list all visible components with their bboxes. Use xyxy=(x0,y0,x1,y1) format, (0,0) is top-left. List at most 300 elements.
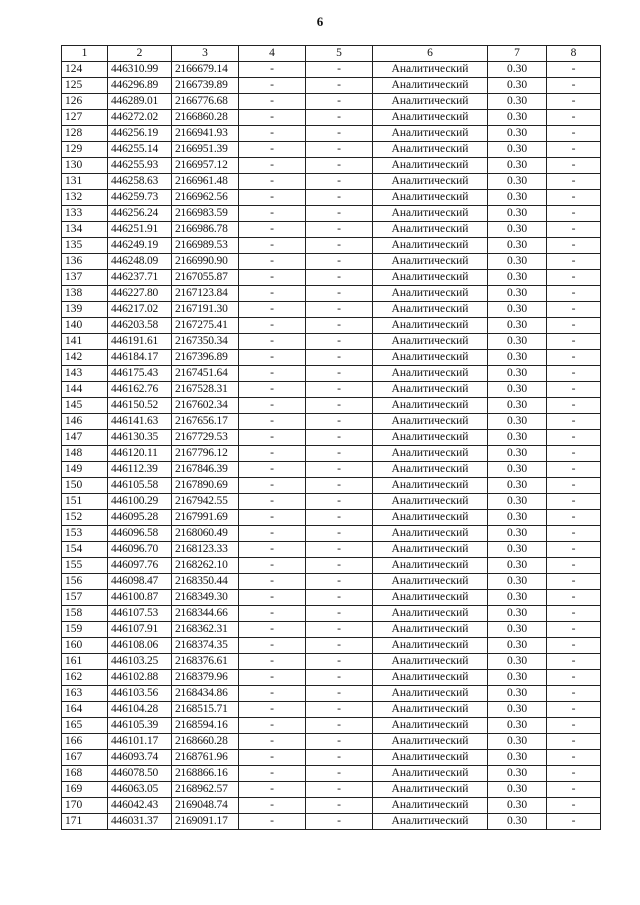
col8-cell: - xyxy=(547,190,601,206)
method-cell: Аналитический xyxy=(373,622,488,638)
col8-cell: - xyxy=(547,350,601,366)
x-coordinate-cell: 446272.02 xyxy=(108,110,172,126)
y-coordinate-cell: 2169048.74 xyxy=(172,798,239,814)
col5-cell: - xyxy=(306,494,373,510)
col5-cell: - xyxy=(306,302,373,318)
method-cell: Аналитический xyxy=(373,574,488,590)
table-row xyxy=(62,430,601,446)
table-row xyxy=(62,110,601,126)
col8-cell: - xyxy=(547,398,601,414)
col4-cell: - xyxy=(239,414,306,430)
accuracy-cell: 0.30 xyxy=(488,222,547,238)
col4-cell: - xyxy=(239,318,306,334)
point-number-cell: 139 xyxy=(62,302,108,318)
point-number-cell: 140 xyxy=(62,318,108,334)
table-row xyxy=(62,734,601,750)
method-cell: Аналитический xyxy=(373,174,488,190)
col8-cell: - xyxy=(547,686,601,702)
accuracy-cell: 0.30 xyxy=(488,782,547,798)
point-number-cell: 153 xyxy=(62,526,108,542)
table-row xyxy=(62,142,601,158)
col5-cell: - xyxy=(306,702,373,718)
y-coordinate-cell: 2168349.30 xyxy=(172,590,239,606)
accuracy-cell: 0.30 xyxy=(488,750,547,766)
col5-cell: - xyxy=(306,430,373,446)
y-coordinate-cell: 2166860.28 xyxy=(172,110,239,126)
col5-cell: - xyxy=(306,814,373,830)
point-number-cell: 163 xyxy=(62,686,108,702)
x-coordinate-cell: 446310.99 xyxy=(108,62,172,78)
col5-cell: - xyxy=(306,622,373,638)
y-coordinate-cell: 2167991.69 xyxy=(172,510,239,526)
y-coordinate-cell: 2169091.17 xyxy=(172,814,239,830)
col4-cell: - xyxy=(239,238,306,254)
col8-cell: - xyxy=(547,478,601,494)
col4-cell: - xyxy=(239,750,306,766)
col4-cell: - xyxy=(239,574,306,590)
x-coordinate-cell: 446098.47 xyxy=(108,574,172,590)
col5-cell: - xyxy=(306,350,373,366)
page-number: 6 xyxy=(316,14,324,29)
col8-cell: - xyxy=(547,558,601,574)
col4-cell: - xyxy=(239,606,306,622)
y-coordinate-cell: 2168660.28 xyxy=(172,734,239,750)
col4-cell: - xyxy=(239,590,306,606)
col4-cell: - xyxy=(239,734,306,750)
table-row xyxy=(62,606,601,622)
x-coordinate-cell: 446203.58 xyxy=(108,318,172,334)
col5-cell: - xyxy=(306,78,373,94)
accuracy-cell: 0.30 xyxy=(488,606,547,622)
table-row xyxy=(62,526,601,542)
col5-cell: - xyxy=(306,590,373,606)
col8-cell: - xyxy=(547,526,601,542)
x-coordinate-cell: 446255.93 xyxy=(108,158,172,174)
method-cell: Аналитический xyxy=(373,558,488,574)
col4-cell: - xyxy=(239,350,306,366)
col8-cell: - xyxy=(547,238,601,254)
method-cell: Аналитический xyxy=(373,350,488,366)
col5-cell: - xyxy=(306,318,373,334)
method-cell: Аналитический xyxy=(373,334,488,350)
accuracy-cell: 0.30 xyxy=(488,574,547,590)
method-cell: Аналитический xyxy=(373,718,488,734)
table-row xyxy=(62,446,601,462)
point-number-cell: 133 xyxy=(62,206,108,222)
col8-cell: - xyxy=(547,606,601,622)
col4-cell: - xyxy=(239,462,306,478)
point-number-cell: 146 xyxy=(62,414,108,430)
col5-cell: - xyxy=(306,286,373,302)
point-number-cell: 151 xyxy=(62,494,108,510)
col8-cell: - xyxy=(547,494,601,510)
x-coordinate-cell: 446096.70 xyxy=(108,542,172,558)
table-row xyxy=(62,654,601,670)
y-coordinate-cell: 2166986.78 xyxy=(172,222,239,238)
accuracy-cell: 0.30 xyxy=(488,382,547,398)
accuracy-cell: 0.30 xyxy=(488,414,547,430)
point-number-cell: 154 xyxy=(62,542,108,558)
y-coordinate-cell: 2167528.31 xyxy=(172,382,239,398)
point-number-cell: 155 xyxy=(62,558,108,574)
col8-cell: - xyxy=(547,734,601,750)
col8-cell: - xyxy=(547,654,601,670)
method-cell: Аналитический xyxy=(373,702,488,718)
table-row xyxy=(62,782,601,798)
col5-cell: - xyxy=(306,766,373,782)
table-row xyxy=(62,302,601,318)
table-row xyxy=(62,270,601,286)
table-body xyxy=(62,62,601,830)
point-number-cell: 126 xyxy=(62,94,108,110)
table-row xyxy=(62,286,601,302)
y-coordinate-cell: 2167846.39 xyxy=(172,462,239,478)
x-coordinate-cell: 446096.58 xyxy=(108,526,172,542)
point-number-cell: 160 xyxy=(62,638,108,654)
method-cell: Аналитический xyxy=(373,318,488,334)
col4-cell: - xyxy=(239,142,306,158)
table-row xyxy=(62,798,601,814)
col-header-4: 4 xyxy=(239,46,306,62)
y-coordinate-cell: 2167656.17 xyxy=(172,414,239,430)
col-header-6: 6 xyxy=(373,46,488,62)
accuracy-cell: 0.30 xyxy=(488,670,547,686)
x-coordinate-cell: 446108.06 xyxy=(108,638,172,654)
point-number-cell: 158 xyxy=(62,606,108,622)
col5-cell: - xyxy=(306,222,373,238)
method-cell: Аналитический xyxy=(373,366,488,382)
point-number-cell: 143 xyxy=(62,366,108,382)
col4-cell: - xyxy=(239,478,306,494)
y-coordinate-cell: 2167602.34 xyxy=(172,398,239,414)
accuracy-cell: 0.30 xyxy=(488,206,547,222)
method-cell: Аналитический xyxy=(373,462,488,478)
y-coordinate-cell: 2167890.69 xyxy=(172,478,239,494)
y-coordinate-cell: 2166957.12 xyxy=(172,158,239,174)
y-coordinate-cell: 2168262.10 xyxy=(172,558,239,574)
x-coordinate-cell: 446107.53 xyxy=(108,606,172,622)
col4-cell: - xyxy=(239,510,306,526)
col4-cell: - xyxy=(239,638,306,654)
y-coordinate-cell: 2168594.16 xyxy=(172,718,239,734)
point-number-cell: 138 xyxy=(62,286,108,302)
point-number-cell: 167 xyxy=(62,750,108,766)
x-coordinate-cell: 446100.87 xyxy=(108,590,172,606)
y-coordinate-cell: 2166941.93 xyxy=(172,126,239,142)
col5-cell: - xyxy=(306,62,373,78)
col8-cell: - xyxy=(547,142,601,158)
y-coordinate-cell: 2166679.14 xyxy=(172,62,239,78)
col5-cell: - xyxy=(306,734,373,750)
y-coordinate-cell: 2166962.56 xyxy=(172,190,239,206)
x-coordinate-cell: 446296.89 xyxy=(108,78,172,94)
point-number-cell: 135 xyxy=(62,238,108,254)
y-coordinate-cell: 2168362.31 xyxy=(172,622,239,638)
table-row xyxy=(62,750,601,766)
col4-cell: - xyxy=(239,686,306,702)
accuracy-cell: 0.30 xyxy=(488,254,547,270)
accuracy-cell: 0.30 xyxy=(488,158,547,174)
accuracy-cell: 0.30 xyxy=(488,366,547,382)
accuracy-cell: 0.30 xyxy=(488,318,547,334)
y-coordinate-cell: 2167275.41 xyxy=(172,318,239,334)
table-row xyxy=(62,574,601,590)
x-coordinate-cell: 446259.73 xyxy=(108,190,172,206)
x-coordinate-cell: 446107.91 xyxy=(108,622,172,638)
table-row xyxy=(62,494,601,510)
x-coordinate-cell: 446249.19 xyxy=(108,238,172,254)
method-cell: Аналитический xyxy=(373,766,488,782)
col8-cell: - xyxy=(547,286,601,302)
table-row xyxy=(62,510,601,526)
method-cell: Аналитический xyxy=(373,638,488,654)
col4-cell: - xyxy=(239,670,306,686)
col4-cell: - xyxy=(239,190,306,206)
y-coordinate-cell: 2167942.55 xyxy=(172,494,239,510)
y-coordinate-cell: 2168434.86 xyxy=(172,686,239,702)
y-coordinate-cell: 2168761.96 xyxy=(172,750,239,766)
x-coordinate-cell: 446251.91 xyxy=(108,222,172,238)
accuracy-cell: 0.30 xyxy=(488,478,547,494)
table-row xyxy=(62,462,601,478)
x-coordinate-cell: 446078.50 xyxy=(108,766,172,782)
point-number-cell: 162 xyxy=(62,670,108,686)
col-header-7: 7 xyxy=(488,46,547,62)
col8-cell: - xyxy=(547,462,601,478)
method-cell: Аналитический xyxy=(373,414,488,430)
col5-cell: - xyxy=(306,654,373,670)
accuracy-cell: 0.30 xyxy=(488,814,547,830)
y-coordinate-cell: 2168123.33 xyxy=(172,542,239,558)
y-coordinate-cell: 2168350.44 xyxy=(172,574,239,590)
table-row xyxy=(62,814,601,830)
x-coordinate-cell: 446217.02 xyxy=(108,302,172,318)
col5-cell: - xyxy=(306,574,373,590)
x-coordinate-cell: 446105.39 xyxy=(108,718,172,734)
method-cell: Аналитический xyxy=(373,478,488,494)
point-number-cell: 125 xyxy=(62,78,108,94)
col8-cell: - xyxy=(547,222,601,238)
table-row xyxy=(62,350,601,366)
y-coordinate-cell: 2166990.90 xyxy=(172,254,239,270)
x-coordinate-cell: 446184.17 xyxy=(108,350,172,366)
col4-cell: - xyxy=(239,206,306,222)
col8-cell: - xyxy=(547,414,601,430)
col8-cell: - xyxy=(547,446,601,462)
col4-cell: - xyxy=(239,494,306,510)
method-cell: Аналитический xyxy=(373,238,488,254)
method-cell: Аналитический xyxy=(373,590,488,606)
col5-cell: - xyxy=(306,782,373,798)
method-cell: Аналитический xyxy=(373,782,488,798)
method-cell: Аналитический xyxy=(373,670,488,686)
col8-cell: - xyxy=(547,702,601,718)
method-cell: Аналитический xyxy=(373,94,488,110)
accuracy-cell: 0.30 xyxy=(488,734,547,750)
x-coordinate-cell: 446063.05 xyxy=(108,782,172,798)
table-row xyxy=(62,190,601,206)
col4-cell: - xyxy=(239,622,306,638)
col5-cell: - xyxy=(306,686,373,702)
x-coordinate-cell: 446191.61 xyxy=(108,334,172,350)
col4-cell: - xyxy=(239,542,306,558)
point-number-cell: 136 xyxy=(62,254,108,270)
col8-cell: - xyxy=(547,814,601,830)
table-row xyxy=(62,238,601,254)
col8-cell: - xyxy=(547,254,601,270)
table-row xyxy=(62,398,601,414)
table-header-row xyxy=(62,46,601,62)
method-cell: Аналитический xyxy=(373,814,488,830)
point-number-cell: 166 xyxy=(62,734,108,750)
col8-cell: - xyxy=(547,270,601,286)
accuracy-cell: 0.30 xyxy=(488,638,547,654)
x-coordinate-cell: 446097.76 xyxy=(108,558,172,574)
point-number-cell: 159 xyxy=(62,622,108,638)
y-coordinate-cell: 2166951.39 xyxy=(172,142,239,158)
table-row xyxy=(62,718,601,734)
col5-cell: - xyxy=(306,142,373,158)
table-row xyxy=(62,670,601,686)
col4-cell: - xyxy=(239,446,306,462)
accuracy-cell: 0.30 xyxy=(488,286,547,302)
method-cell: Аналитический xyxy=(373,430,488,446)
y-coordinate-cell: 2167796.12 xyxy=(172,446,239,462)
table-row xyxy=(62,158,601,174)
col8-cell: - xyxy=(547,782,601,798)
col8-cell: - xyxy=(547,430,601,446)
method-cell: Аналитический xyxy=(373,382,488,398)
y-coordinate-cell: 2168962.57 xyxy=(172,782,239,798)
x-coordinate-cell: 446103.25 xyxy=(108,654,172,670)
table-row xyxy=(62,702,601,718)
point-number-cell: 129 xyxy=(62,142,108,158)
col-header-8: 8 xyxy=(547,46,601,62)
col8-cell: - xyxy=(547,78,601,94)
table-row xyxy=(62,126,601,142)
x-coordinate-cell: 446256.19 xyxy=(108,126,172,142)
y-coordinate-cell: 2168344.66 xyxy=(172,606,239,622)
table-row xyxy=(62,206,601,222)
col8-cell: - xyxy=(547,542,601,558)
accuracy-cell: 0.30 xyxy=(488,142,547,158)
col5-cell: - xyxy=(306,158,373,174)
col5-cell: - xyxy=(306,126,373,142)
y-coordinate-cell: 2167191.30 xyxy=(172,302,239,318)
method-cell: Аналитический xyxy=(373,206,488,222)
x-coordinate-cell: 446248.09 xyxy=(108,254,172,270)
col8-cell: - xyxy=(547,174,601,190)
y-coordinate-cell: 2167396.89 xyxy=(172,350,239,366)
accuracy-cell: 0.30 xyxy=(488,398,547,414)
accuracy-cell: 0.30 xyxy=(488,446,547,462)
x-coordinate-cell: 446256.24 xyxy=(108,206,172,222)
col5-cell: - xyxy=(306,174,373,190)
table-row xyxy=(62,222,601,238)
col5-cell: - xyxy=(306,190,373,206)
y-coordinate-cell: 2167123.84 xyxy=(172,286,239,302)
accuracy-cell: 0.30 xyxy=(488,558,547,574)
point-number-cell: 157 xyxy=(62,590,108,606)
y-coordinate-cell: 2168060.49 xyxy=(172,526,239,542)
col5-cell: - xyxy=(306,446,373,462)
y-coordinate-cell: 2167055.87 xyxy=(172,270,239,286)
x-coordinate-cell: 446141.63 xyxy=(108,414,172,430)
table-row xyxy=(62,542,601,558)
y-coordinate-cell: 2168376.61 xyxy=(172,654,239,670)
col8-cell: - xyxy=(547,126,601,142)
col4-cell: - xyxy=(239,270,306,286)
col5-cell: - xyxy=(306,718,373,734)
x-coordinate-cell: 446150.52 xyxy=(108,398,172,414)
point-number-cell: 124 xyxy=(62,62,108,78)
table-row xyxy=(62,78,601,94)
col4-cell: - xyxy=(239,766,306,782)
col8-cell: - xyxy=(547,750,601,766)
accuracy-cell: 0.30 xyxy=(488,462,547,478)
col4-cell: - xyxy=(239,814,306,830)
col5-cell: - xyxy=(306,670,373,686)
point-number-cell: 161 xyxy=(62,654,108,670)
method-cell: Аналитический xyxy=(373,526,488,542)
col4-cell: - xyxy=(239,78,306,94)
method-cell: Аналитический xyxy=(373,254,488,270)
x-coordinate-cell: 446130.35 xyxy=(108,430,172,446)
x-coordinate-cell: 446255.14 xyxy=(108,142,172,158)
col-header-5: 5 xyxy=(306,46,373,62)
point-number-cell: 144 xyxy=(62,382,108,398)
point-number-cell: 150 xyxy=(62,478,108,494)
col8-cell: - xyxy=(547,718,601,734)
method-cell: Аналитический xyxy=(373,222,488,238)
col4-cell: - xyxy=(239,286,306,302)
accuracy-cell: 0.30 xyxy=(488,62,547,78)
col4-cell: - xyxy=(239,782,306,798)
col4-cell: - xyxy=(239,334,306,350)
col5-cell: - xyxy=(306,542,373,558)
method-cell: Аналитический xyxy=(373,398,488,414)
col8-cell: - xyxy=(547,510,601,526)
table-row xyxy=(62,478,601,494)
col-header-3: 3 xyxy=(172,46,239,62)
col4-cell: - xyxy=(239,94,306,110)
col4-cell: - xyxy=(239,558,306,574)
col4-cell: - xyxy=(239,366,306,382)
point-number-cell: 128 xyxy=(62,126,108,142)
method-cell: Аналитический xyxy=(373,798,488,814)
col5-cell: - xyxy=(306,94,373,110)
point-number-cell: 164 xyxy=(62,702,108,718)
col8-cell: - xyxy=(547,334,601,350)
col5-cell: - xyxy=(306,638,373,654)
accuracy-cell: 0.30 xyxy=(488,702,547,718)
col-header-1: 1 xyxy=(62,46,108,62)
x-coordinate-cell: 446289.01 xyxy=(108,94,172,110)
point-number-cell: 130 xyxy=(62,158,108,174)
col8-cell: - xyxy=(547,158,601,174)
col5-cell: - xyxy=(306,606,373,622)
col4-cell: - xyxy=(239,798,306,814)
method-cell: Аналитический xyxy=(373,606,488,622)
x-coordinate-cell: 446120.11 xyxy=(108,446,172,462)
method-cell: Аналитический xyxy=(373,190,488,206)
accuracy-cell: 0.30 xyxy=(488,718,547,734)
point-number-cell: 142 xyxy=(62,350,108,366)
col8-cell: - xyxy=(547,798,601,814)
accuracy-cell: 0.30 xyxy=(488,238,547,254)
col4-cell: - xyxy=(239,126,306,142)
table-row xyxy=(62,174,601,190)
